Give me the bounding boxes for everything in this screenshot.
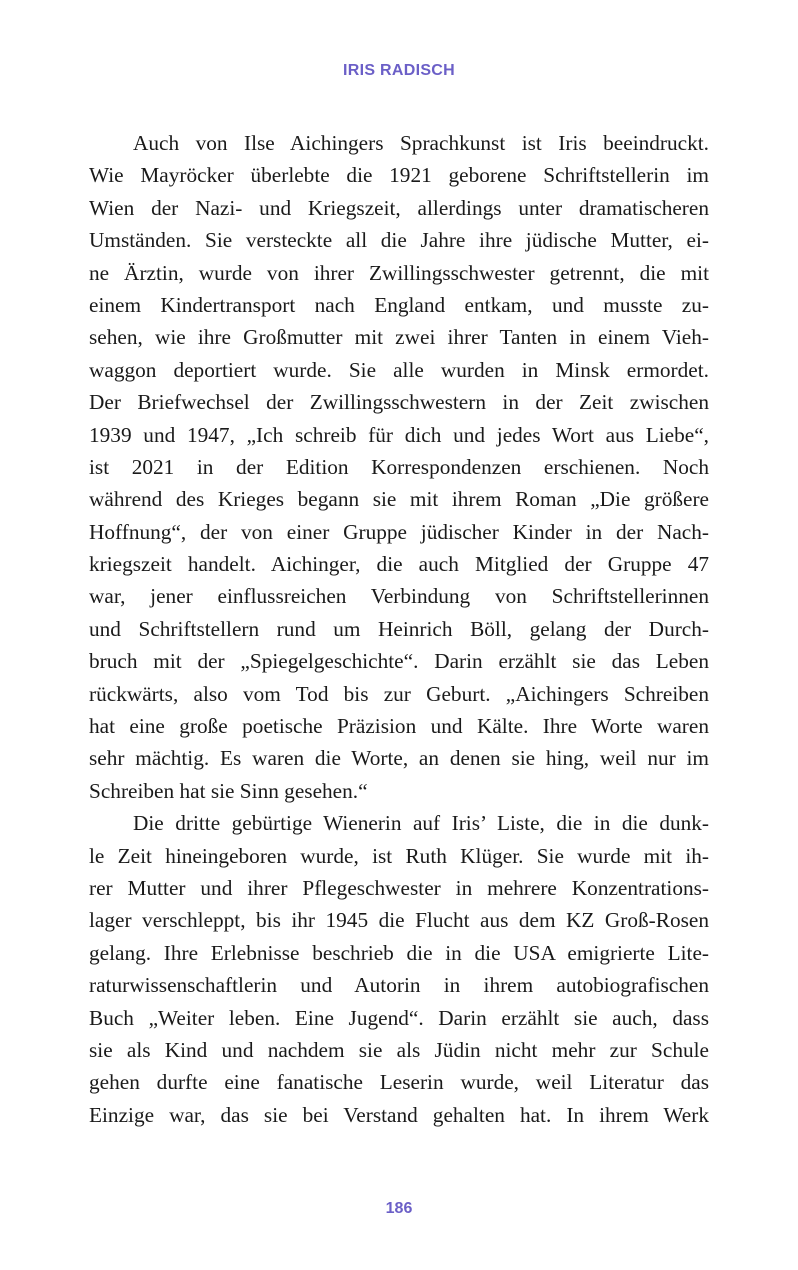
text-line: sehen, wie ihre Großmutter mit zwei ihrer Tanten in einem Vieh- bbox=[89, 325, 709, 350]
text-line: sie als Kind und nachdem sie als Jüdin nicht mehr zur Schule bbox=[89, 1037, 709, 1062]
text-line: hat eine große poetische Präzision und Kälte. Ihre Worte waren bbox=[89, 714, 709, 739]
page-number: 186 bbox=[385, 1200, 413, 1217]
text-line: Auch von Ilse Aichingers Sprachkunst ist Iris beeindruckt. bbox=[133, 131, 709, 155]
text-line: Schreiben hat sie Sinn gesehen.“ bbox=[89, 778, 368, 803]
body-text bbox=[89, 127, 709, 1131]
text-line: 1939 und 1947, „Ich schreib für dich und jedes Wort aus Liebe“, bbox=[89, 422, 709, 447]
text-line: rückwärts, also vom Tod bis zur Geburt. „Aichingers Schreiben bbox=[89, 681, 709, 706]
text-line: einem Kindertransport nach England entkam, und musste zu- bbox=[89, 292, 709, 317]
text-line: gelang. Ihre Erlebnisse beschrieb die in die USA emigrierte Lite- bbox=[89, 940, 709, 965]
text-line: waggon deportiert wurde. Sie alle wurden in Minsk ermordet. bbox=[89, 357, 709, 382]
text-line: Buch „Weiter leben. Eine Jugend“. Darin erzählt sie auch, dass bbox=[89, 1005, 709, 1030]
text-line: rer Mutter und ihrer Pflegeschwester in mehrere Konzentrations- bbox=[89, 875, 709, 900]
text-line: war, jener einflussreichen Verbindung von Schriftstellerinnen bbox=[89, 584, 709, 609]
text-line: ne Ärztin, wurde von ihrer Zwillingsschwester getrennt, die mit bbox=[89, 260, 709, 285]
paragraph bbox=[89, 807, 709, 1131]
text-line: ist 2021 in der Edition Korrespondenzen erschienen. Noch bbox=[89, 454, 709, 479]
text-line: Wie Mayröcker überlebte die 1921 geborene Schriftstellerin im bbox=[89, 163, 709, 188]
text-line: und Schriftstellern rund um Heinrich Böll, gelang der Durch- bbox=[89, 616, 709, 641]
text-line: Hoffnung“, der von einer Gruppe jüdischer Kinder in der Nach- bbox=[89, 519, 709, 544]
text-line: Einzige war, das sie bei Verstand gehalten hat. In ihrem Werk bbox=[89, 1102, 709, 1127]
text-line: le Zeit hineingeboren wurde, ist Ruth Klüger. Sie wurde mit ih- bbox=[89, 843, 709, 868]
text-line: lager verschleppt, bis ihr 1945 die Flucht aus dem KZ Groß-Rosen bbox=[89, 908, 709, 933]
text-line: bruch mit der „Spiegelgeschichte“. Darin erzählt sie das Leben bbox=[89, 649, 709, 674]
text-line: kriegszeit handelt. Aichinger, die auch Mitglied der Gruppe 47 bbox=[89, 552, 709, 577]
text-line: gehen durfte eine fanatische Leserin wurde, weil Literatur das bbox=[89, 1070, 709, 1095]
running-head: IRIS RADISCH bbox=[342, 62, 456, 79]
text-line: Umständen. Sie versteckte all die Jahre ihre jüdische Mutter, ei- bbox=[89, 228, 709, 253]
text-line: Die dritte gebürtige Wienerin auf Iris’ Liste, die in die dunk- bbox=[133, 811, 709, 836]
paragraph bbox=[89, 127, 709, 807]
text-line: raturwissenschaftlerin und Autorin in ihrem autobiografischen bbox=[89, 973, 709, 998]
text-line: Der Briefwechsel der Zwillingsschwestern in der Zeit zwischen bbox=[89, 390, 709, 415]
text-line: Wien der Nazi- und Kriegszeit, allerdings unter dramatischeren bbox=[89, 195, 709, 220]
text-line: während des Krieges begann sie mit ihrem Roman „Die größere bbox=[89, 487, 709, 512]
text-line: sehr mächtig. Es waren die Worte, an denen sie hing, weil nur im bbox=[89, 746, 709, 771]
